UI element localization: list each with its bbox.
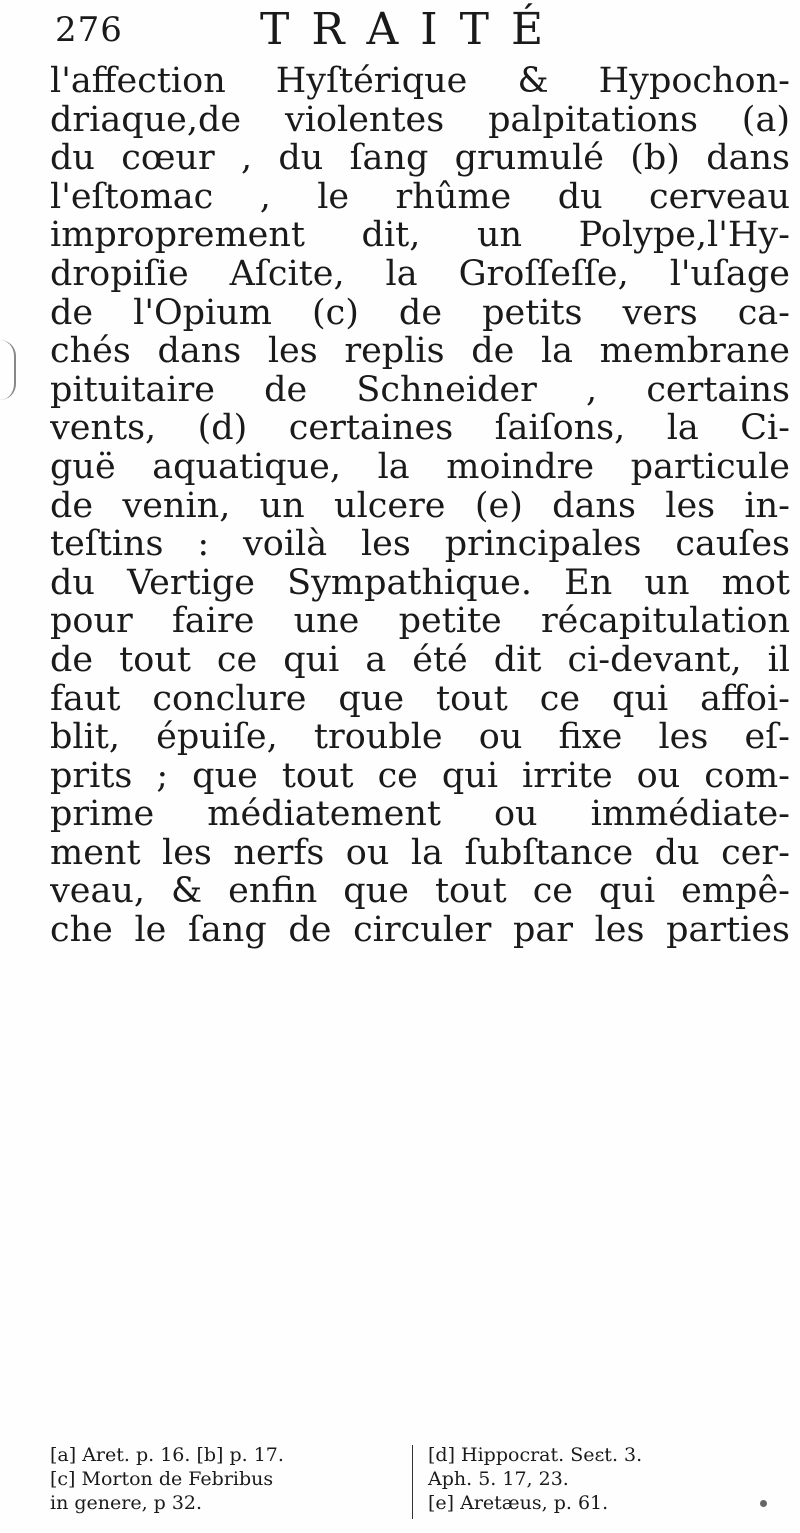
text-line: l'affection Hyſtérique & Hypochon- — [50, 62, 790, 101]
footnote-line: [d] Hippocrat. Seɛt. 3. — [428, 1444, 643, 1466]
page-edge-mark — [0, 340, 16, 400]
text-line: guë aquatique, la moindre particule — [50, 447, 790, 487]
text-line: driaque,de violentes palpitations (a) — [50, 100, 790, 140]
text-line: chés dans les replis de la membrane — [50, 332, 790, 371]
text-line: de venin, un ulcere (e) dans les in- — [50, 486, 790, 526]
running-head — [45, 4, 785, 64]
footnote-line: Aph. 5. 17, 23. — [428, 1468, 569, 1490]
text-line: blit, épuiſe, trouble ou fixe les eſ- — [50, 718, 790, 757]
footnotes-left-column — [50, 1443, 420, 1515]
footnote-line: [e] Aretæus, p. 61. — [428, 1492, 609, 1514]
footnote-line: [c] Morton de Febribus — [50, 1468, 274, 1490]
text-line: de tout ce qui a été dit ci-devant, il — [50, 640, 790, 680]
footnote-line: [a] Aret. p. 16. [b] p. 17. — [50, 1444, 284, 1466]
text-line: vents, (d) certaines ſaiſons, la Ci- — [50, 409, 790, 448]
text-line: du cœur , du ſang grumulé (b) dans — [50, 139, 790, 178]
text-line: pour faire une petite récapitulation — [50, 602, 790, 641]
ink-dot — [760, 1500, 767, 1507]
text-line: prime médiatement ou immédiate- — [50, 795, 790, 834]
text-line: ment les nerfs ou la ſubſtance du cer- — [50, 833, 790, 873]
text-line: de l'Opium (c) de petits vers ca- — [50, 293, 790, 333]
text-line: pituitaire de Schneider , certains — [50, 370, 790, 410]
text-line: teſtins : voilà les principales cauſes — [50, 525, 790, 564]
page-number: 276 — [55, 10, 123, 50]
footnote-divider — [412, 1445, 413, 1519]
text-line: faut conclure que tout ce qui affoi- — [50, 679, 790, 719]
footnote-line: in genere, p 32. — [50, 1492, 203, 1514]
text-line: dropiſie Aſcite, la Groſſeſſe, l'uſage — [50, 254, 790, 294]
running-title: TRAITÉ — [260, 4, 566, 55]
text-line: du Vertige Sympathique. En un mot — [50, 563, 790, 603]
text-line: prits ; que tout ce qui irrite ou com- — [50, 756, 790, 796]
body-text — [50, 62, 790, 950]
text-line: improprement dit, un Polype,l'Hy- — [50, 216, 790, 255]
text-line: che le ſang de circuler par les parties — [50, 911, 790, 950]
text-line: veau, & enfin que tout ce qui empê- — [50, 872, 790, 912]
footnotes-right-column — [428, 1443, 788, 1515]
text-line: l'eſtomac , le rhûme du cerveau — [50, 177, 790, 217]
